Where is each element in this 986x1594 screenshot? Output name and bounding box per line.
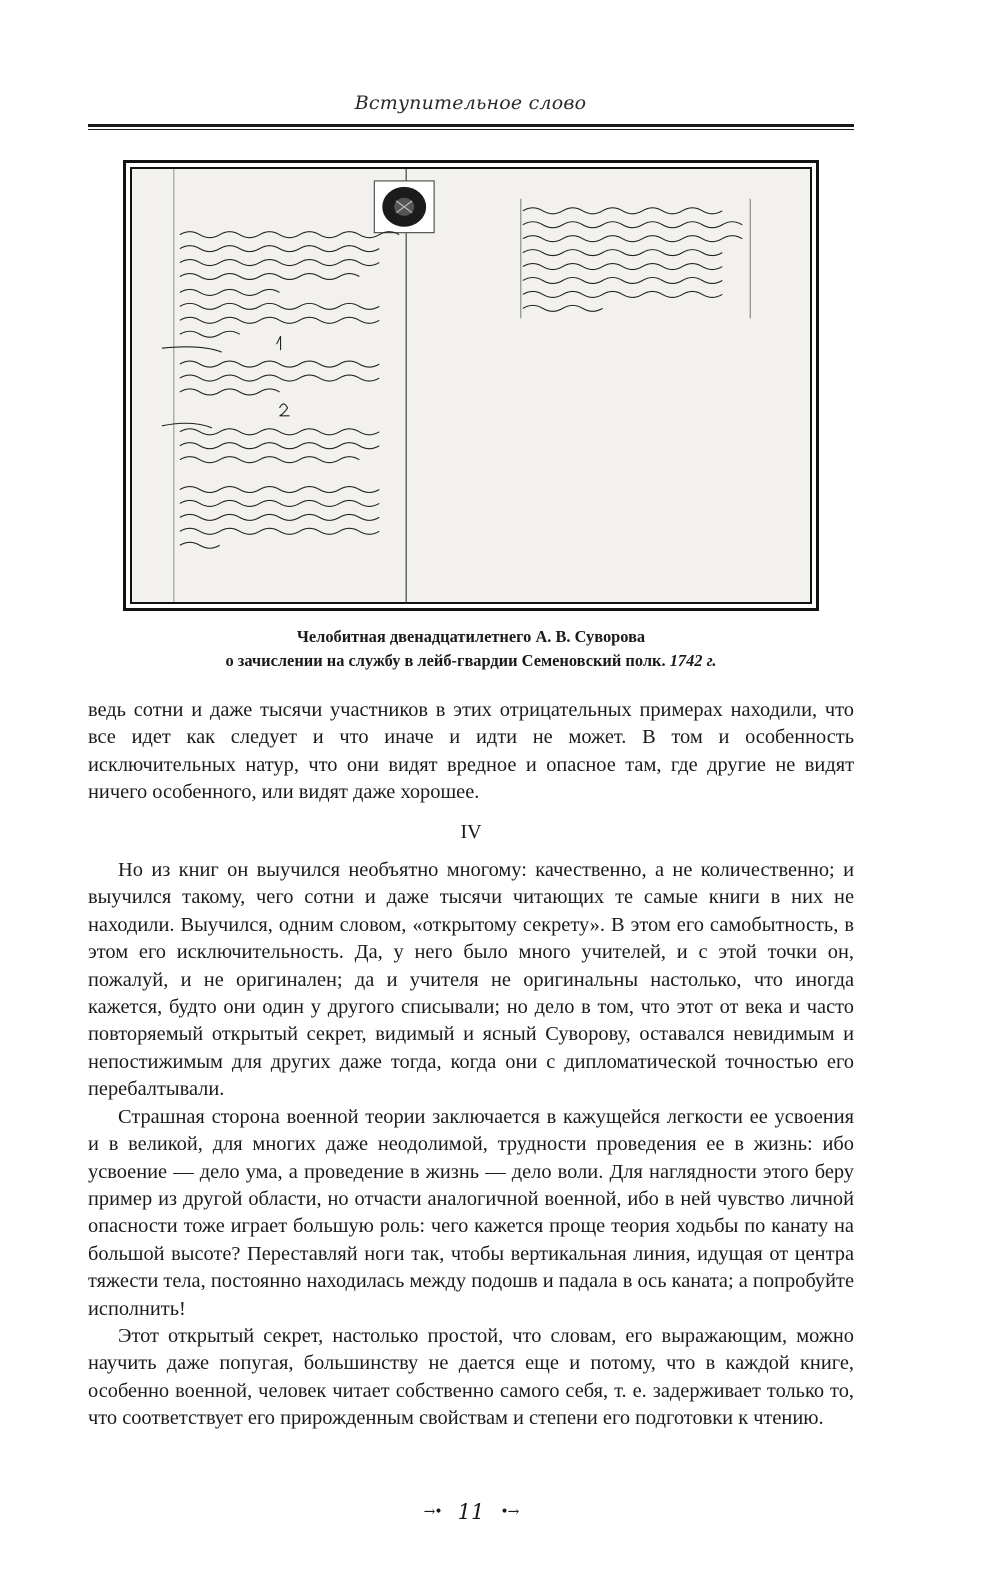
handwriting-left — [162, 232, 399, 549]
paragraph-2: Но из книг он выучился необъятно многому: качественно, а не количественно; и выучился такому, чего сотни и даже тысячи читающих те самые книги в них не находили. Выучился, одним словом, «открытому секрету». В этом его самобытность, в этом его исключительность. Да, у него было много учителей, и с этой точки он, пожалуй, и не оригинален; да и учителя не оригинальны настолько, что иногда кажется, будто они один у другого списывали; но дело в том, что этот от века и часто повторяемый открытый секрет, видимый и ясный Суворову, оставался невидимым и непостижимым для других даже тогда, когда они с дипломатической точностью его перебалтывали. — [88, 859, 854, 1101]
seal-icon — [374, 181, 434, 233]
manuscript-figure — [123, 160, 819, 611]
caption-year: 1742 г. — [669, 651, 717, 670]
caption-line-1: Челобитная двенадцатилетнего А. В. Суворова — [296, 627, 646, 646]
manuscript-drawing — [132, 169, 810, 602]
ornament-right-icon: •→ — [500, 1504, 519, 1520]
page-number: 11 — [457, 1500, 485, 1524]
header-rule — [88, 124, 854, 127]
handwriting-right — [523, 208, 742, 312]
page-footer — [88, 1500, 854, 1524]
body-text — [88, 697, 854, 1433]
caption-line-2 — [88, 649, 854, 673]
caption-line-2-text: о зачислении на службу в лейб-гвардии Семеновский полк. — [225, 651, 666, 670]
section-number: IV — [460, 820, 482, 843]
manuscript-image-icon — [130, 167, 812, 604]
running-title: Вступительное слово — [354, 92, 587, 114]
figure-caption — [88, 625, 854, 673]
paragraph-4: Этот открытый секрет, настолько простой, что словам, его выражающим, можно научить даже попугая, большинству не дается еще и потому, что в каждой книге, особенно военной, человек читает собственно самого себя, т. е. задерживает только то, что соответствует его прирожденным свойствам и степени его подготовки к чтению. — [88, 1324, 854, 1430]
ornament-left-icon: →• — [423, 1504, 442, 1520]
paragraph-3: Страшная сторона военной теории заключается в кажущейся легкости ее усвоения и в великой, для многих даже неодолимой, трудности проведения ее в жизнь: ибо усвоение — дело ума, а проведение в жизнь — дело воли. Для наглядности этого беру пример из другой области, но отчасти аналогичной военной, ибо в ней чувство личной опасности тоже играет большую роль: чего кажется проще теория ходьбы по канату на большой высоте? Переставляй ноги так, чтобы вертикальная линия, идущая от центра тяжести тела, постоянно находилась между подошв и падала в ось каната; а попробуйте исполнить! — [88, 1105, 854, 1320]
header-rule-thin — [88, 129, 854, 130]
paragraph-1: ведь сотни и даже тысячи участников в этих отрицательных примерах находили, что все идет как следует и что иначе и идти не может. В том и особенность исключительных натур, что они видят вредное и опасное там, где другие не видят ничего особенного, или видят даже хорошее. — [88, 699, 854, 804]
